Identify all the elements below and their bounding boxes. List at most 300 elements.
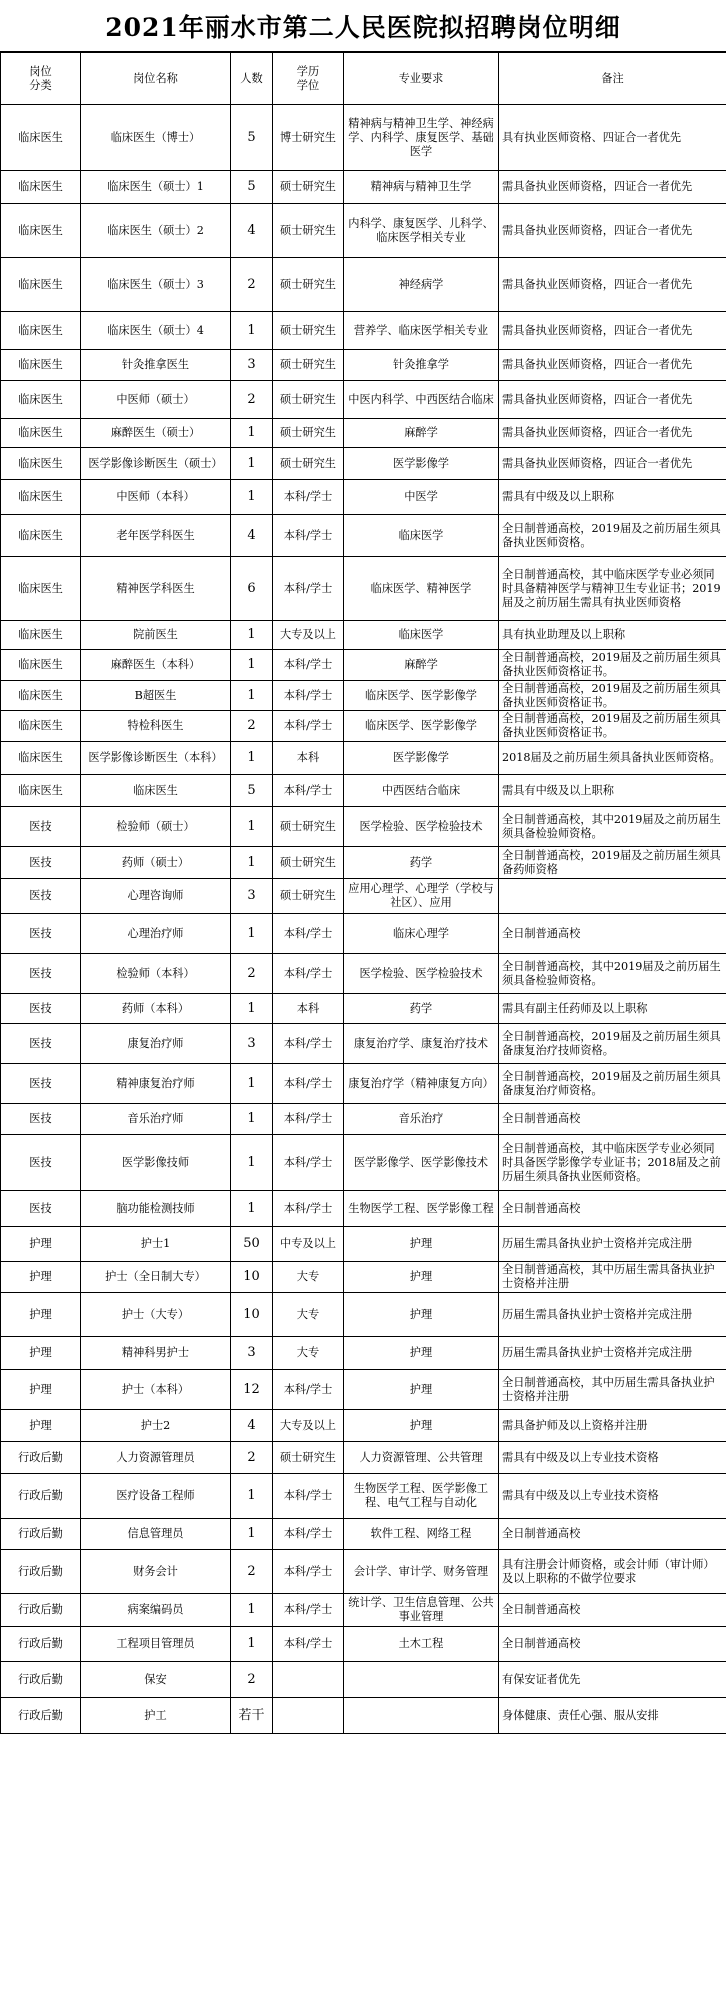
header-count: 人数 bbox=[231, 53, 273, 105]
cell-education: 大专 bbox=[273, 1262, 344, 1293]
cell-category: 临床医生 bbox=[1, 105, 81, 171]
cell-category: 临床医生 bbox=[1, 448, 81, 480]
table-row bbox=[1, 742, 726, 775]
cell-education: 硕士研究生 bbox=[273, 448, 344, 480]
cell-category: 行政后勤 bbox=[1, 1594, 81, 1627]
cell-position-name: 信息管理员 bbox=[81, 1519, 231, 1550]
cell-education: 本科/学士 bbox=[273, 557, 344, 621]
cell-position-name: 精神医学科医生 bbox=[81, 557, 231, 621]
cell-notes: 全日制普通高校 bbox=[499, 1104, 726, 1135]
table-row bbox=[1, 258, 726, 312]
table-row bbox=[1, 711, 726, 742]
cell-category: 护理 bbox=[1, 1293, 81, 1337]
cell-notes: 全日制普通高校，2019届及之前历届生须具备康复治疗技师资格。 bbox=[499, 1024, 726, 1064]
cell-count: 1 bbox=[231, 1064, 273, 1104]
cell-count: 2 bbox=[231, 954, 273, 994]
cell-education: 本科 bbox=[273, 742, 344, 775]
table-row bbox=[1, 1627, 726, 1662]
cell-position-name: 麻醉医生（本科） bbox=[81, 650, 231, 681]
cell-notes: 全日制普通高校 bbox=[499, 914, 726, 954]
cell-position-name: 老年医学科医生 bbox=[81, 515, 231, 557]
cell-position-name: 临床医生（硕士）1 bbox=[81, 171, 231, 204]
cell-major: 康复治疗学（精神康复方向） bbox=[344, 1064, 499, 1104]
cell-notes bbox=[499, 879, 726, 914]
cell-education: 大专 bbox=[273, 1337, 344, 1370]
cell-notes: 需具有中级及以上职称 bbox=[499, 480, 726, 515]
cell-position-name: 护士2 bbox=[81, 1410, 231, 1442]
cell-education: 本科/学士 bbox=[273, 681, 344, 711]
cell-notes: 全日制普通高校，其中2019届及之前历届生须具备检验师资格。 bbox=[499, 807, 726, 847]
table-row bbox=[1, 681, 726, 711]
cell-notes: 身体健康、责任心强、服从安排 bbox=[499, 1698, 726, 1734]
cell-notes: 需具备执业医师资格，四证合一者优先 bbox=[499, 312, 726, 350]
cell-notes: 全日制普通高校，其中历届生需具备执业护士资格并注册 bbox=[499, 1370, 726, 1410]
cell-count: 10 bbox=[231, 1293, 273, 1337]
cell-category: 临床医生 bbox=[1, 515, 81, 557]
cell-major: 中医内科学、中西医结合临床 bbox=[344, 381, 499, 419]
cell-education: 本科 bbox=[273, 994, 344, 1024]
cell-major: 神经病学 bbox=[344, 258, 499, 312]
cell-position-name: 康复治疗师 bbox=[81, 1024, 231, 1064]
cell-category: 医技 bbox=[1, 879, 81, 914]
cell-major: 护理 bbox=[344, 1337, 499, 1370]
cell-position-name: 心理治疗师 bbox=[81, 914, 231, 954]
cell-count: 1 bbox=[231, 1519, 273, 1550]
cell-count: 1 bbox=[231, 621, 273, 650]
cell-education: 本科/学士 bbox=[273, 480, 344, 515]
cell-education: 大专及以上 bbox=[273, 1410, 344, 1442]
cell-position-name: 保安 bbox=[81, 1662, 231, 1698]
cell-notes: 具有执业医师资格、四证合一者优先 bbox=[499, 105, 726, 171]
cell-count: 1 bbox=[231, 480, 273, 515]
cell-category: 医技 bbox=[1, 954, 81, 994]
cell-position-name: 脑功能检测技师 bbox=[81, 1191, 231, 1227]
cell-category: 医技 bbox=[1, 1191, 81, 1227]
cell-category: 临床医生 bbox=[1, 621, 81, 650]
cell-category: 护理 bbox=[1, 1227, 81, 1262]
cell-major: 护理 bbox=[344, 1410, 499, 1442]
cell-major: 护理 bbox=[344, 1370, 499, 1410]
cell-education: 本科/学士 bbox=[273, 914, 344, 954]
cell-position-name: 药师（硕士） bbox=[81, 847, 231, 879]
cell-education: 硕士研究生 bbox=[273, 204, 344, 258]
cell-position-name: 病案编码员 bbox=[81, 1594, 231, 1627]
cell-position-name: 特检科医生 bbox=[81, 711, 231, 742]
cell-notes: 全日制普通高校，2019届及之前历届生须具备执业医师资格证书。 bbox=[499, 711, 726, 742]
cell-major: 音乐治疗 bbox=[344, 1104, 499, 1135]
cell-position-name: 针灸推拿医生 bbox=[81, 350, 231, 381]
cell-position-name: 药师（本科） bbox=[81, 994, 231, 1024]
cell-notes: 全日制普通高校 bbox=[499, 1594, 726, 1627]
cell-major: 护理 bbox=[344, 1227, 499, 1262]
table-row bbox=[1, 1293, 726, 1337]
cell-major: 医学影像学、医学影像技术 bbox=[344, 1135, 499, 1191]
cell-education: 本科/学士 bbox=[273, 711, 344, 742]
cell-notes: 具有执业助理及以上职称 bbox=[499, 621, 726, 650]
cell-notes: 全日制普通高校，其中历届生需具备执业护士资格并注册 bbox=[499, 1262, 726, 1293]
cell-position-name: 工程项目管理员 bbox=[81, 1627, 231, 1662]
cell-count: 1 bbox=[231, 681, 273, 711]
cell-category: 临床医生 bbox=[1, 381, 81, 419]
cell-major: 软件工程、网络工程 bbox=[344, 1519, 499, 1550]
cell-major: 精神病与精神卫生学、神经病学、内科学、康复医学、基础医学 bbox=[344, 105, 499, 171]
cell-count: 1 bbox=[231, 1627, 273, 1662]
table-row bbox=[1, 1442, 726, 1474]
table-row bbox=[1, 1474, 726, 1519]
cell-education: 本科/学士 bbox=[273, 1135, 344, 1191]
cell-count: 1 bbox=[231, 1104, 273, 1135]
cell-position-name: 检验师（本科） bbox=[81, 954, 231, 994]
table-header bbox=[1, 53, 726, 105]
table-row bbox=[1, 1410, 726, 1442]
table-row bbox=[1, 954, 726, 994]
table-row bbox=[1, 312, 726, 350]
cell-education: 本科/学士 bbox=[273, 650, 344, 681]
cell-notes: 全日制普通高校，2019届及之前历届生须具备执业医师资格证书。 bbox=[499, 681, 726, 711]
cell-position-name: 护士（全日制大专） bbox=[81, 1262, 231, 1293]
table-row bbox=[1, 1594, 726, 1627]
table-row bbox=[1, 1227, 726, 1262]
cell-notes: 全日制普通高校 bbox=[499, 1627, 726, 1662]
cell-education: 硕士研究生 bbox=[273, 258, 344, 312]
cell-category: 临床医生 bbox=[1, 650, 81, 681]
cell-notes: 需具备执业医师资格，四证合一者优先 bbox=[499, 419, 726, 448]
table-row bbox=[1, 1262, 726, 1293]
cell-position-name: 临床医生（硕士）4 bbox=[81, 312, 231, 350]
cell-count: 3 bbox=[231, 879, 273, 914]
cell-notes: 全日制普通高校，2019届及之前历届生须具备执业医师资格。 bbox=[499, 515, 726, 557]
header-position-name: 岗位名称 bbox=[81, 53, 231, 105]
table-row bbox=[1, 480, 726, 515]
cell-education bbox=[273, 1662, 344, 1698]
cell-position-name: 麻醉医生（硕士） bbox=[81, 419, 231, 448]
cell-notes: 需具备执业医师资格，四证合一者优先 bbox=[499, 448, 726, 480]
cell-notes: 需具有中级及以上职称 bbox=[499, 775, 726, 807]
cell-education: 硕士研究生 bbox=[273, 381, 344, 419]
cell-count: 1 bbox=[231, 1474, 273, 1519]
cell-notes: 需具有中级及以上专业技术资格 bbox=[499, 1442, 726, 1474]
cell-education: 硕士研究生 bbox=[273, 419, 344, 448]
table-row bbox=[1, 1698, 726, 1734]
cell-count: 1 bbox=[231, 807, 273, 847]
table-row bbox=[1, 171, 726, 204]
cell-count: 4 bbox=[231, 204, 273, 258]
cell-major: 医学检验、医学检验技术 bbox=[344, 807, 499, 847]
cell-category: 护理 bbox=[1, 1370, 81, 1410]
cell-notes: 有保安证者优先 bbox=[499, 1662, 726, 1698]
cell-category: 医技 bbox=[1, 1064, 81, 1104]
table-row bbox=[1, 105, 726, 171]
cell-education: 本科/学士 bbox=[273, 1191, 344, 1227]
table-row bbox=[1, 1104, 726, 1135]
cell-major: 麻醉学 bbox=[344, 419, 499, 448]
cell-count: 1 bbox=[231, 1191, 273, 1227]
cell-category: 医技 bbox=[1, 1024, 81, 1064]
cell-position-name: B超医生 bbox=[81, 681, 231, 711]
cell-count: 2 bbox=[231, 1442, 273, 1474]
cell-notes: 需具有副主任药师及以上职称 bbox=[499, 994, 726, 1024]
table-row bbox=[1, 1135, 726, 1191]
cell-category: 行政后勤 bbox=[1, 1519, 81, 1550]
table-body bbox=[1, 105, 726, 1734]
cell-major: 临床医学、医学影像学 bbox=[344, 711, 499, 742]
cell-notes: 历届生需具备执业护士资格并完成注册 bbox=[499, 1227, 726, 1262]
table-row bbox=[1, 204, 726, 258]
cell-major: 生物医学工程、医学影像工程、电气工程与自动化 bbox=[344, 1474, 499, 1519]
cell-position-name: 音乐治疗师 bbox=[81, 1104, 231, 1135]
cell-category: 医技 bbox=[1, 1135, 81, 1191]
cell-major: 医学影像学 bbox=[344, 448, 499, 480]
cell-count: 5 bbox=[231, 775, 273, 807]
cell-category: 临床医生 bbox=[1, 557, 81, 621]
cell-position-name: 临床医生（硕士）2 bbox=[81, 204, 231, 258]
cell-category: 护理 bbox=[1, 1337, 81, 1370]
cell-major: 针灸推拿学 bbox=[344, 350, 499, 381]
cell-notes: 需具备执业医师资格，四证合一者优先 bbox=[499, 258, 726, 312]
cell-count: 1 bbox=[231, 1594, 273, 1627]
cell-position-name: 临床医生（硕士）3 bbox=[81, 258, 231, 312]
cell-count: 3 bbox=[231, 350, 273, 381]
cell-notes: 全日制普通高校，2019届及之前历届生须具备执业医师资格证书。 bbox=[499, 650, 726, 681]
cell-education: 硕士研究生 bbox=[273, 350, 344, 381]
cell-category: 行政后勤 bbox=[1, 1474, 81, 1519]
cell-count: 1 bbox=[231, 742, 273, 775]
header-category: 岗位 分类 bbox=[1, 53, 81, 105]
cell-major: 统计学、卫生信息管理、公共事业管理 bbox=[344, 1594, 499, 1627]
table-row bbox=[1, 1662, 726, 1698]
cell-count: 2 bbox=[231, 1550, 273, 1594]
cell-education: 本科/学士 bbox=[273, 1474, 344, 1519]
cell-major: 临床心理学 bbox=[344, 914, 499, 954]
cell-education: 本科/学士 bbox=[273, 1024, 344, 1064]
cell-position-name: 精神康复治疗师 bbox=[81, 1064, 231, 1104]
cell-major: 医学检验、医学检验技术 bbox=[344, 954, 499, 994]
cell-count: 1 bbox=[231, 914, 273, 954]
cell-position-name: 院前医生 bbox=[81, 621, 231, 650]
cell-category: 临床医生 bbox=[1, 480, 81, 515]
cell-major: 临床医学 bbox=[344, 515, 499, 557]
cell-education: 本科/学士 bbox=[273, 1594, 344, 1627]
cell-major: 临床医学 bbox=[344, 621, 499, 650]
cell-category: 医技 bbox=[1, 807, 81, 847]
cell-notes: 需具备执业医师资格，四证合一者优先 bbox=[499, 350, 726, 381]
cell-education: 硕士研究生 bbox=[273, 1442, 344, 1474]
cell-education: 硕士研究生 bbox=[273, 847, 344, 879]
cell-notes: 需具有中级及以上专业技术资格 bbox=[499, 1474, 726, 1519]
cell-position-name: 心理咨询师 bbox=[81, 879, 231, 914]
cell-count: 1 bbox=[231, 1135, 273, 1191]
cell-education: 本科/学士 bbox=[273, 1104, 344, 1135]
title-row bbox=[0, 0, 726, 52]
cell-count: 1 bbox=[231, 312, 273, 350]
cell-category: 临床医生 bbox=[1, 681, 81, 711]
table-row bbox=[1, 879, 726, 914]
cell-position-name: 中医师（本科） bbox=[81, 480, 231, 515]
cell-major bbox=[344, 1698, 499, 1734]
cell-count: 2 bbox=[231, 381, 273, 419]
cell-education: 本科/学士 bbox=[273, 1064, 344, 1104]
cell-education: 硕士研究生 bbox=[273, 807, 344, 847]
cell-category: 医技 bbox=[1, 914, 81, 954]
cell-category: 临床医生 bbox=[1, 350, 81, 381]
cell-major: 医学影像学 bbox=[344, 742, 499, 775]
cell-count: 50 bbox=[231, 1227, 273, 1262]
cell-notes: 需具备执业医师资格，四证合一者优先 bbox=[499, 381, 726, 419]
cell-category: 行政后勤 bbox=[1, 1442, 81, 1474]
cell-category: 行政后勤 bbox=[1, 1698, 81, 1734]
cell-category: 临床医生 bbox=[1, 312, 81, 350]
cell-count: 1 bbox=[231, 419, 273, 448]
cell-position-name: 检验师（硕士） bbox=[81, 807, 231, 847]
cell-major: 会计学、审计学、财务管理 bbox=[344, 1550, 499, 1594]
table-row bbox=[1, 1024, 726, 1064]
cell-notes: 需具备执业医师资格，四证合一者优先 bbox=[499, 171, 726, 204]
table-row bbox=[1, 515, 726, 557]
cell-count: 10 bbox=[231, 1262, 273, 1293]
positions-table bbox=[0, 52, 726, 1734]
cell-major: 生物医学工程、医学影像工程 bbox=[344, 1191, 499, 1227]
cell-notes: 具有注册会计师资格，或会计师（审计师）及以上职称的不做学位要求 bbox=[499, 1550, 726, 1594]
cell-major: 精神病与精神卫生学 bbox=[344, 171, 499, 204]
cell-notes: 2018届及之前历届生须具备执业医师资格。 bbox=[499, 742, 726, 775]
cell-category: 临床医生 bbox=[1, 204, 81, 258]
table-row bbox=[1, 419, 726, 448]
cell-position-name: 临床医生 bbox=[81, 775, 231, 807]
cell-position-name: 中医师（硕士） bbox=[81, 381, 231, 419]
cell-count: 1 bbox=[231, 847, 273, 879]
cell-education: 大专及以上 bbox=[273, 621, 344, 650]
cell-position-name: 财务会计 bbox=[81, 1550, 231, 1594]
table-row bbox=[1, 448, 726, 480]
cell-education: 硕士研究生 bbox=[273, 879, 344, 914]
cell-count: 若干 bbox=[231, 1698, 273, 1734]
cell-position-name: 护士（本科） bbox=[81, 1370, 231, 1410]
header-notes: 备注 bbox=[499, 53, 726, 105]
table-row bbox=[1, 621, 726, 650]
cell-count: 2 bbox=[231, 1662, 273, 1698]
cell-education: 硕士研究生 bbox=[273, 312, 344, 350]
cell-category: 医技 bbox=[1, 994, 81, 1024]
table-row bbox=[1, 381, 726, 419]
cell-position-name: 临床医生（博士） bbox=[81, 105, 231, 171]
cell-major: 中西医结合临床 bbox=[344, 775, 499, 807]
cell-count: 5 bbox=[231, 105, 273, 171]
cell-count: 2 bbox=[231, 258, 273, 312]
cell-position-name: 医学影像技师 bbox=[81, 1135, 231, 1191]
table-row bbox=[1, 1337, 726, 1370]
cell-category: 医技 bbox=[1, 1104, 81, 1135]
cell-major: 营养学、临床医学相关专业 bbox=[344, 312, 499, 350]
cell-major: 护理 bbox=[344, 1262, 499, 1293]
table-row bbox=[1, 914, 726, 954]
cell-count: 2 bbox=[231, 711, 273, 742]
cell-major: 护理 bbox=[344, 1293, 499, 1337]
cell-education: 本科/学士 bbox=[273, 1370, 344, 1410]
table-row bbox=[1, 650, 726, 681]
cell-count: 3 bbox=[231, 1024, 273, 1064]
cell-position-name: 医学影像诊断医生（本科） bbox=[81, 742, 231, 775]
cell-major: 药学 bbox=[344, 994, 499, 1024]
cell-notes: 需具备执业医师资格，四证合一者优先 bbox=[499, 204, 726, 258]
table-row bbox=[1, 847, 726, 879]
cell-notes: 全日制普通高校，2019届及之前历届生须具备药师资格 bbox=[499, 847, 726, 879]
cell-notes: 全日制普通高校，2019届及之前历届生须具备康复治疗师资格。 bbox=[499, 1064, 726, 1104]
cell-notes: 全日制普通高校，其中临床医学专业必须同时具备医学影像学专业证书；2018届及之前历届生须具备执业医师资格。 bbox=[499, 1135, 726, 1191]
table-row bbox=[1, 1550, 726, 1594]
cell-category: 行政后勤 bbox=[1, 1550, 81, 1594]
cell-position-name: 医疗设备工程师 bbox=[81, 1474, 231, 1519]
cell-major: 内科学、康复医学、儿科学、临床医学相关专业 bbox=[344, 204, 499, 258]
cell-education: 本科/学士 bbox=[273, 954, 344, 994]
cell-count: 4 bbox=[231, 1410, 273, 1442]
header-major: 专业要求 bbox=[344, 53, 499, 105]
cell-position-name: 医学影像诊断医生（硕士） bbox=[81, 448, 231, 480]
cell-category: 临床医生 bbox=[1, 258, 81, 312]
page-title: 2021年丽水市第二人民医院拟招聘岗位明细 bbox=[105, 12, 621, 42]
cell-major bbox=[344, 1662, 499, 1698]
cell-education: 本科/学士 bbox=[273, 1550, 344, 1594]
cell-category: 临床医生 bbox=[1, 775, 81, 807]
cell-count: 1 bbox=[231, 650, 273, 681]
cell-position-name: 精神科男护士 bbox=[81, 1337, 231, 1370]
cell-position-name: 护士1 bbox=[81, 1227, 231, 1262]
table-row bbox=[1, 1370, 726, 1410]
cell-category: 护理 bbox=[1, 1410, 81, 1442]
cell-major: 临床医学、医学影像学 bbox=[344, 681, 499, 711]
header-education: 学历 学位 bbox=[273, 53, 344, 105]
cell-category: 临床医生 bbox=[1, 171, 81, 204]
cell-count: 1 bbox=[231, 448, 273, 480]
cell-count: 3 bbox=[231, 1337, 273, 1370]
cell-category: 护理 bbox=[1, 1262, 81, 1293]
cell-major: 临床医学、精神医学 bbox=[344, 557, 499, 621]
cell-notes: 历届生需具备执业护士资格并完成注册 bbox=[499, 1337, 726, 1370]
cell-category: 临床医生 bbox=[1, 711, 81, 742]
cell-count: 5 bbox=[231, 171, 273, 204]
cell-education: 硕士研究生 bbox=[273, 171, 344, 204]
cell-education: 本科/学士 bbox=[273, 1627, 344, 1662]
cell-education: 本科/学士 bbox=[273, 775, 344, 807]
cell-position-name: 人力资源管理员 bbox=[81, 1442, 231, 1474]
cell-category: 临床医生 bbox=[1, 419, 81, 448]
table-row bbox=[1, 1191, 726, 1227]
cell-education bbox=[273, 1698, 344, 1734]
table-row bbox=[1, 350, 726, 381]
cell-education: 本科/学士 bbox=[273, 1519, 344, 1550]
cell-notes: 全日制普通高校 bbox=[499, 1191, 726, 1227]
cell-major: 药学 bbox=[344, 847, 499, 879]
cell-major: 土木工程 bbox=[344, 1627, 499, 1662]
cell-count: 12 bbox=[231, 1370, 273, 1410]
cell-count: 4 bbox=[231, 515, 273, 557]
cell-category: 行政后勤 bbox=[1, 1662, 81, 1698]
cell-position-name: 护工 bbox=[81, 1698, 231, 1734]
table-row bbox=[1, 1064, 726, 1104]
cell-category: 行政后勤 bbox=[1, 1627, 81, 1662]
cell-education: 博士研究生 bbox=[273, 105, 344, 171]
cell-education: 大专 bbox=[273, 1293, 344, 1337]
table-row bbox=[1, 807, 726, 847]
cell-education: 本科/学士 bbox=[273, 515, 344, 557]
cell-count: 6 bbox=[231, 557, 273, 621]
cell-notes: 全日制普通高校，其中2019届及之前历届生须具备检验师资格。 bbox=[499, 954, 726, 994]
cell-education: 中专及以上 bbox=[273, 1227, 344, 1262]
cell-category: 临床医生 bbox=[1, 742, 81, 775]
cell-position-name: 护士（大专） bbox=[81, 1293, 231, 1337]
cell-major: 麻醉学 bbox=[344, 650, 499, 681]
cell-major: 中医学 bbox=[344, 480, 499, 515]
cell-category: 医技 bbox=[1, 847, 81, 879]
